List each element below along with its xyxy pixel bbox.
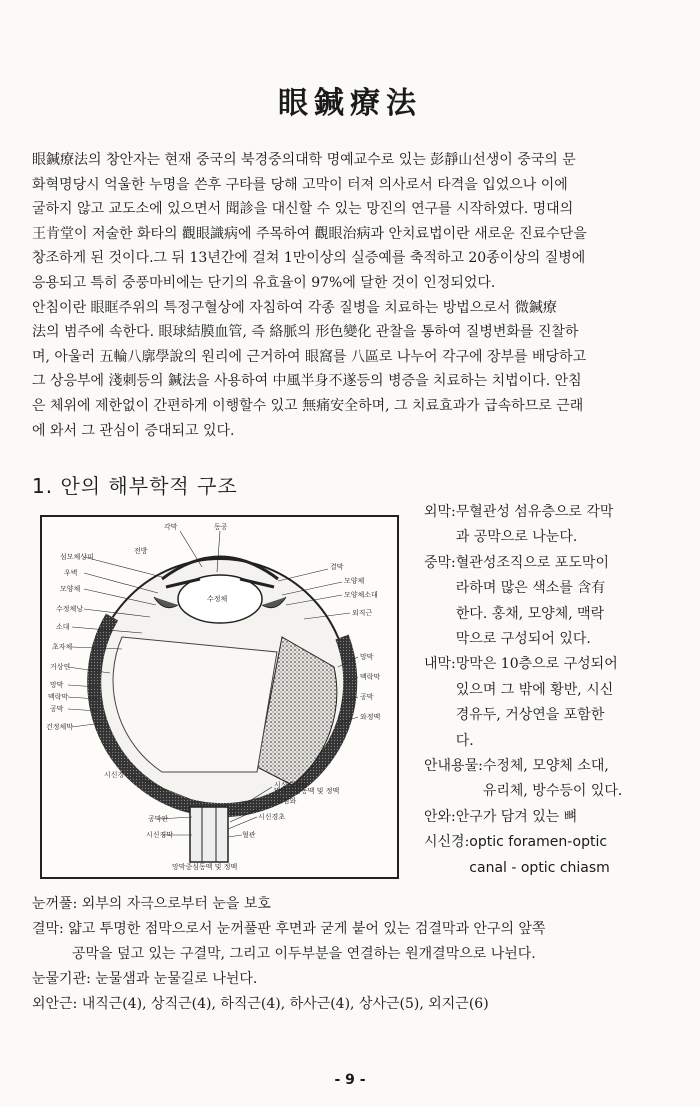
definition-inner-layer: [424, 652, 674, 754]
fig-label: 맥락막: [48, 693, 69, 701]
page-number: - 9 -: [334, 1072, 366, 1088]
fig-label: 망막중심동맥 및 정맥: [274, 787, 340, 795]
intro-line: 에 와서 그 관심이 증대되고 있다.: [32, 422, 235, 439]
fig-label: 시신경막: [146, 831, 174, 839]
definition-line: 막으로 구성되어 있다.: [455, 631, 591, 648]
intro-line: 창조하게 된 것이다.그 뒤 13년간에 걸쳐 1만이상의 실증예를 축적하고 20종이상의 질병에: [32, 250, 586, 267]
optic-nerve-shape: [190, 807, 228, 862]
definition-line: 과 공막으로 나눈다.: [455, 529, 578, 546]
fig-label: 망막: [360, 653, 374, 661]
fig-label: 모양체: [60, 585, 81, 593]
definition-line: 혈관성조직으로 포도막이: [455, 554, 609, 571]
definitions-list: [424, 500, 674, 881]
fig-label: 혈관: [242, 831, 256, 839]
fig-label: 시신경: [104, 771, 125, 779]
definition-middle-layer: [424, 551, 674, 653]
definition-term: 중막:: [424, 554, 456, 571]
fig-label: 초자체: [52, 643, 73, 651]
definition-line: 망막은 10층으로 구성되어: [455, 656, 618, 673]
definition-term: 안와:: [424, 808, 456, 825]
definition-term: 안내용물:: [424, 758, 483, 775]
definition-line: 경유두, 거상연을 포함한: [455, 707, 605, 724]
fig-label: 결막: [330, 563, 344, 571]
definition-line: 라하며 많은 색소를 含有: [455, 580, 606, 597]
definition-outer-layer: [424, 500, 674, 551]
fig-label: 외직근: [352, 609, 373, 617]
intro-line: 안침이란 眼眶주위의 특정구혈상에 자침하여 각종 질병을 치료하는 방법으로서 微鍼療: [32, 299, 557, 316]
eye-cross-section-illustration: [42, 517, 397, 877]
fig-label: 전방: [134, 547, 148, 555]
fig-label: 와정맥: [360, 713, 381, 721]
fig-label-cornea: 각막: [164, 523, 178, 531]
note-line: 결막: 얇고 투명한 점막으로서 눈꺼풀판 후면과 굳게 붙어 있는 검결막과 안구의 앞쪽: [32, 921, 546, 937]
definition-line: 다.: [455, 732, 474, 749]
definition-term: 외막:: [424, 504, 456, 520]
fig-label: 맥락막: [360, 673, 381, 681]
definition-line: 무혈관성 섬유층으로 각막: [455, 504, 614, 520]
definition-orbit: [424, 805, 674, 830]
definition-line: canal - optic chiasm: [469, 859, 610, 876]
definition-line: 유리체, 방수등이 있다.: [482, 783, 623, 800]
definition-contents: [424, 754, 674, 805]
note-line: 눈꺼풀: 외부의 자극으로부터 눈을 보호: [32, 896, 271, 912]
intro-line: 法의 범주에 속한다. 眼球結膜血管, 즉 絡脈의 形色變化 관찰을 통하여 질병변화를 진찰하: [32, 324, 579, 341]
definition-term: 시신경:: [424, 834, 470, 851]
page-title: 眼鍼療法: [278, 86, 422, 121]
intro-line: 그 상응부에 淺刺등의 鍼法을 사용하여 中風半身不遂등의 병증을 치료하는 치법이다. 안침: [32, 373, 582, 390]
intro-line: 굴하지 않고 교도소에 있으면서 聞診을 대신할 수 있는 망진의 연구를 시작하였다. 명대의: [32, 201, 574, 218]
fig-label: 망막: [50, 681, 64, 689]
definition-line: optic foramen-optic: [469, 834, 608, 851]
fig-label: 시신경초: [258, 813, 286, 821]
definition-line: 수정체, 모양체 소대,: [482, 758, 609, 775]
fig-label-lens: 수정체: [207, 595, 228, 603]
definition-line: 한다. 홍채, 모양체, 맥락: [455, 605, 605, 622]
fig-label: 섬모체상피: [60, 553, 94, 561]
intro-line: 眼鍼療法의 창안자는 현재 중국의 북경중의대학 명예교수로 있는 彭靜山선생이 중국의 문: [32, 152, 576, 168]
fig-label: 시신경유두: [274, 781, 308, 789]
intro-line: 응용되고 특히 중풍마비에는 단기의 유효율이 97%에 달한 것이 인정되었다.: [32, 274, 496, 291]
bottom-notes: [32, 892, 672, 1017]
fig-label: 우벽: [64, 569, 78, 577]
fig-label: 공막판: [148, 815, 169, 823]
note-line: 눈물기관: 눈물샘과 눈물길로 나뉜다.: [32, 971, 258, 987]
note-line: 공막을 덮고 있는 구결막, 그리고 이두부분을 연결하는 원개결막으로 나뉜다.: [72, 946, 536, 962]
fig-label: 거상연: [50, 663, 71, 671]
intro-line: 은 체위에 제한없이 간편하게 이행할수 있고 無痛安全하며, 그 치료효과가 급속하므로 근래: [32, 397, 584, 414]
fig-label: 수정체낭: [56, 605, 84, 613]
fig-label: 중심와: [276, 797, 297, 805]
intro-paragraph: [32, 148, 672, 443]
intro-line: 王肯堂이 저술한 화타의 觀眼識病에 주목하여 觀眼治病과 안치료법이란 새로운 진료수단을: [32, 225, 587, 242]
fig-label: 모양체: [344, 577, 365, 585]
definition-line: 있으며 그 밖에 황반, 시신: [455, 681, 614, 698]
section-heading: 1. 안의 해부학적 구조: [32, 474, 238, 498]
definition-line: 안구가 담겨 있는 뼈: [455, 808, 578, 825]
fig-label-pupil: 동공: [214, 523, 228, 531]
definition-term: 내막:: [424, 656, 456, 673]
fig-label: 공막: [50, 705, 64, 713]
fig-label: 소대: [56, 623, 70, 631]
intro-line: 화혁명당시 억울한 누명을 쓴후 구타를 당해 고막이 터져 의사로서 타격을 입었으나 이에: [32, 176, 568, 193]
fig-label: 건정체막: [46, 723, 74, 731]
intro-line: 며, 아울러 五輪八廓學說의 원리에 근거하여 眼窩를 八區로 나누어 각구에 장부를 배당하고: [32, 348, 587, 365]
eye-anatomy-figure: [40, 515, 399, 879]
note-line: 외안근: 내직근(4), 상직근(4), 하직근(4), 하사근(4), 상사근(5), 외지근(6): [32, 996, 489, 1012]
fig-label: 공막: [360, 693, 374, 701]
fig-label: 망막중심동맥 및 정맥: [172, 863, 238, 871]
fig-label: 모양체소대: [344, 591, 378, 599]
definition-optic-nerve: [424, 830, 674, 881]
